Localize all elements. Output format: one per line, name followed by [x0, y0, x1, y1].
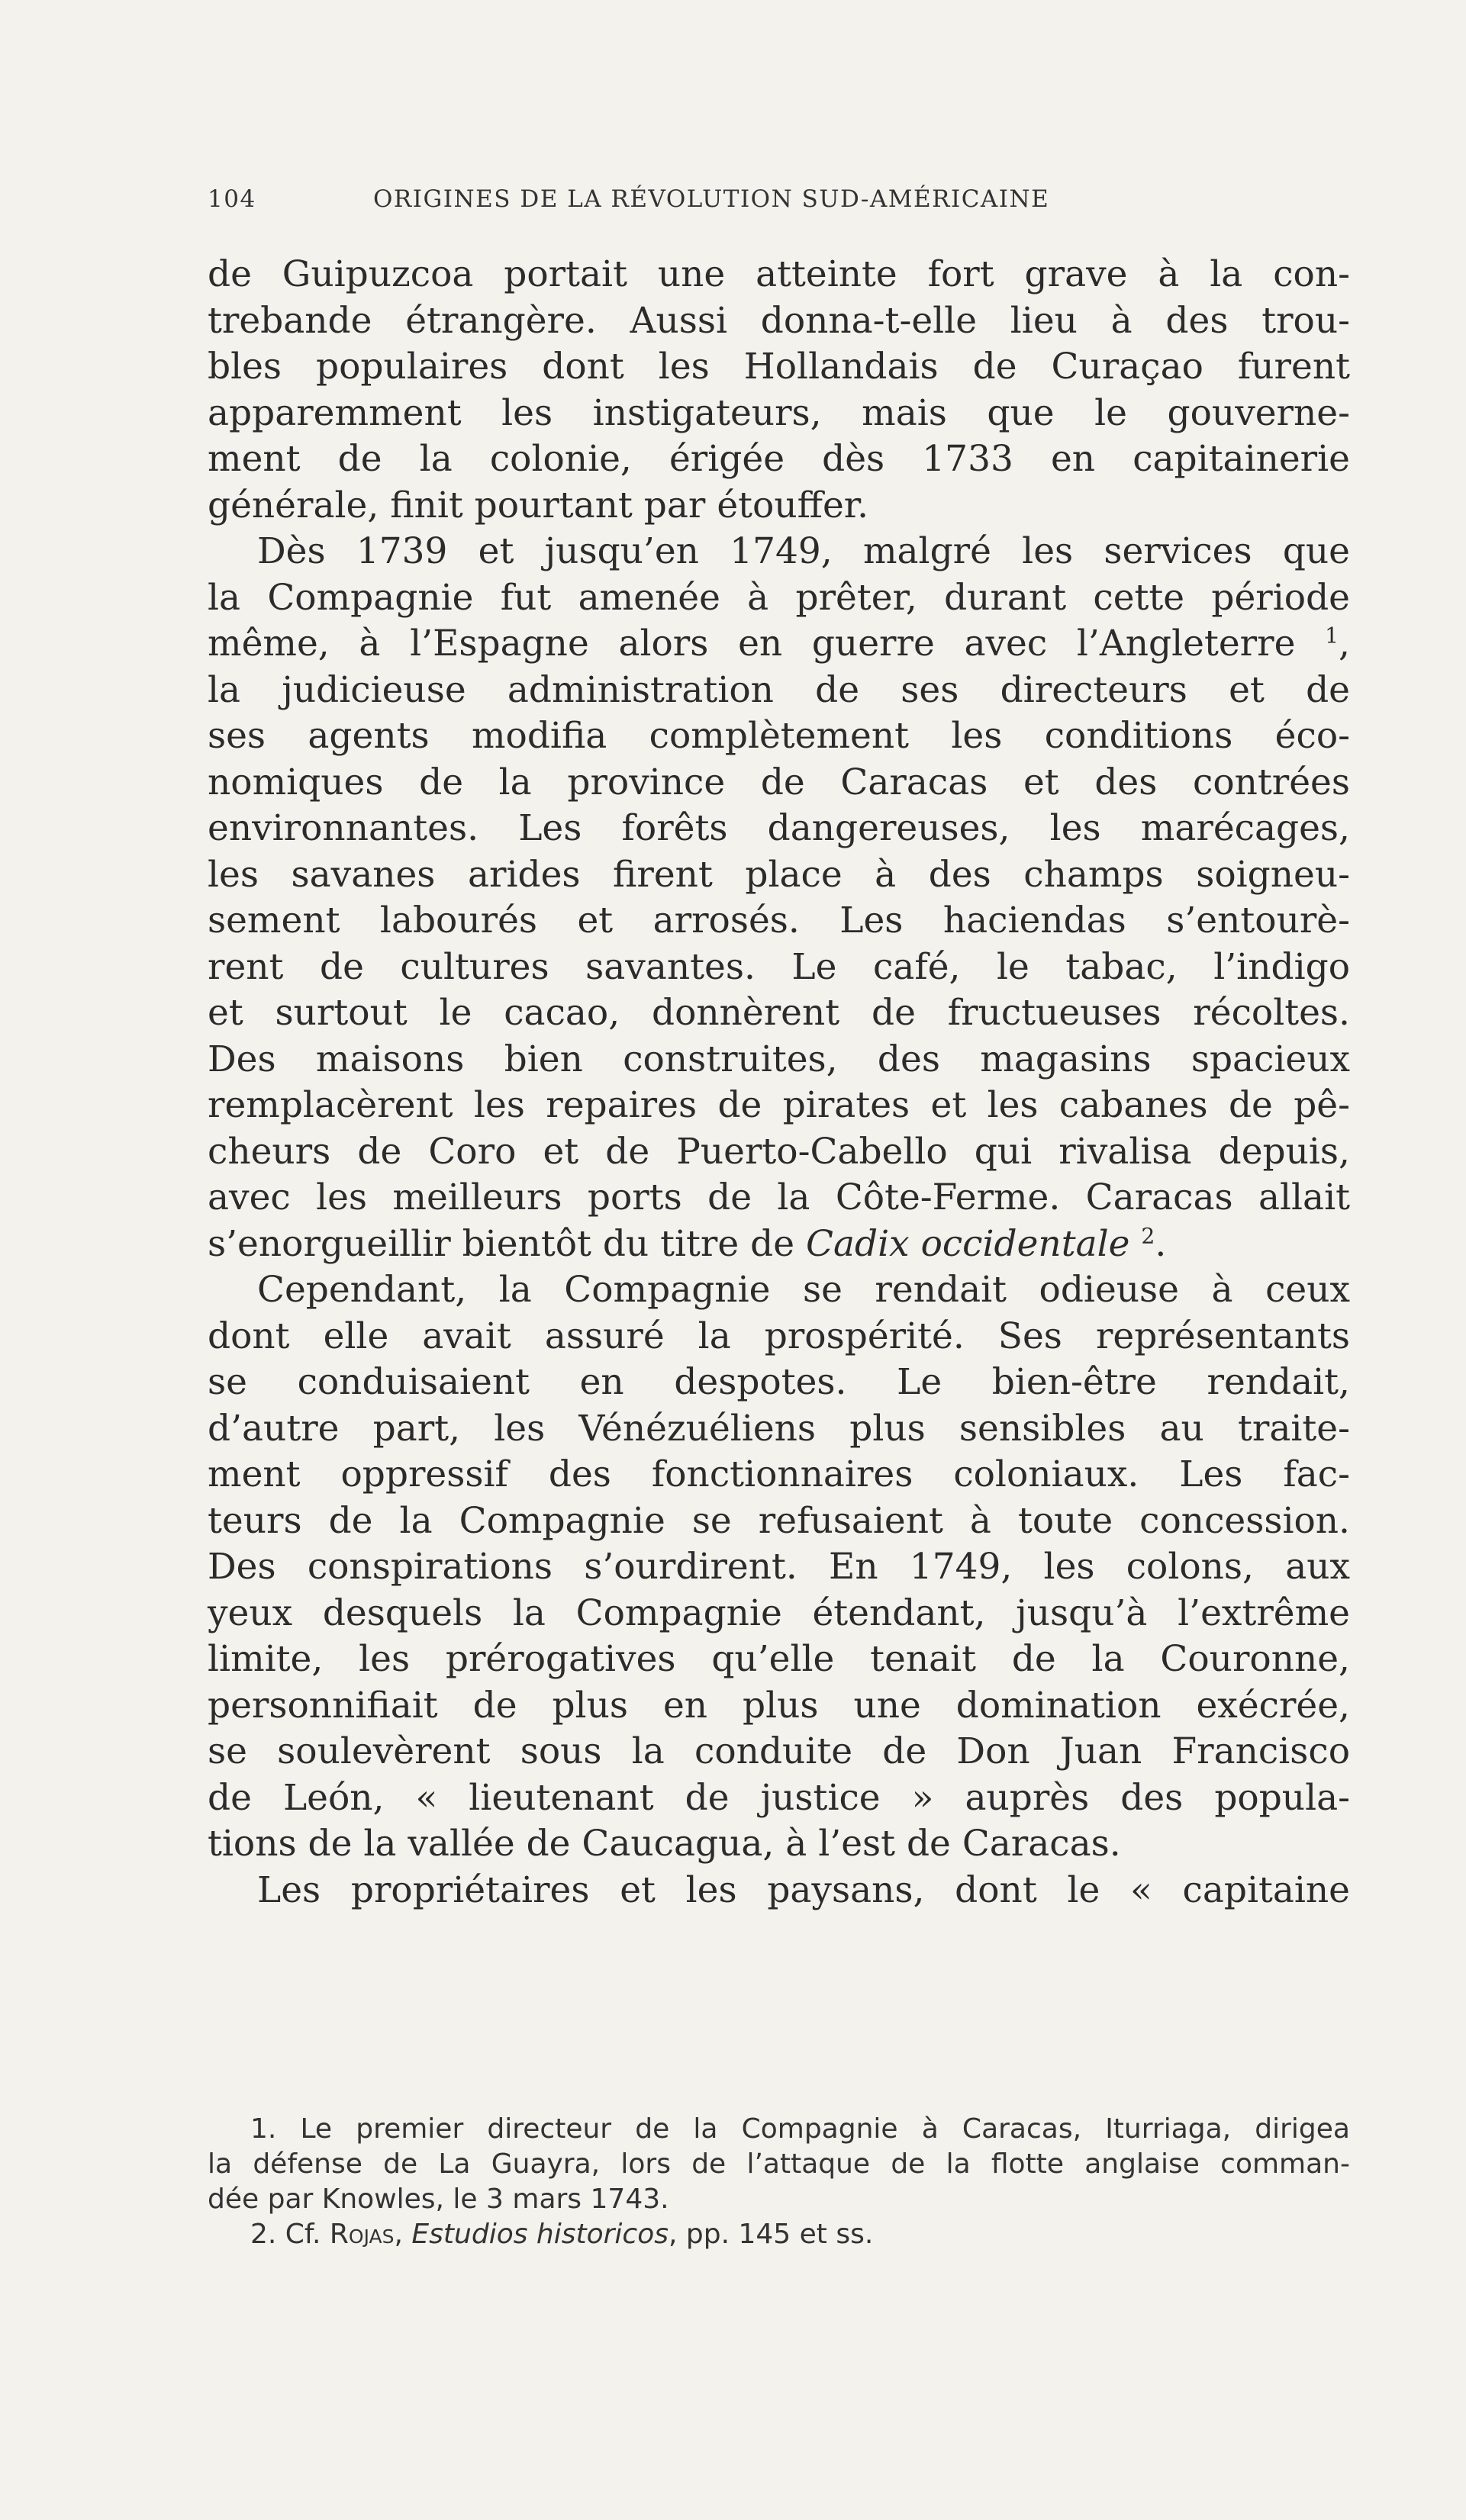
footnote-1-line: dée par Knowles, le 3 mars 1743. [208, 2184, 669, 2215]
footnote-2-number: 2. Cf. [250, 2219, 321, 2250]
footnote-2-tail: , pp. 145 et ss. [669, 2219, 874, 2250]
text-line: Dès 1739 et jusqu’en 1749, malgré les services que [257, 530, 1350, 572]
text-line: se soulevèrent sous la conduite de Don Juan Francisco [208, 1730, 1350, 1772]
text-line: d’autre part, les Vénézuéliens plus sensibles au traite- [208, 1407, 1350, 1450]
running-header [208, 185, 1173, 224]
text-line: sement labourés et arrosés. Les haciendas s’entourè- [208, 900, 1350, 941]
text-line: bles populaires dont les Hollandais de Curaçao furent [208, 346, 1350, 388]
text-segment: . [1155, 1222, 1167, 1265]
text-segment: , [1339, 623, 1350, 665]
text-line: dont elle avait assuré la prospérité. Ses représentants [208, 1315, 1350, 1357]
text-line: générale, finit pourtant par étouffer. [208, 484, 869, 526]
footnote-2-title: Estudios historicos [411, 2219, 669, 2250]
footnote-2-sep: , [394, 2219, 403, 2250]
text-line: Cependant, la Compagnie se rendait odieuse à ceux [257, 1269, 1350, 1311]
footnote-ref-2: 2 [1141, 1222, 1155, 1248]
text-line: teurs de la Compagnie se refusaient à toute concession. [208, 1499, 1350, 1542]
text-line: rent de cultures savantes. Le café, le tabac, l’indigo [208, 945, 1350, 988]
text-line: la judicieuse administration de ses directeurs et de [208, 668, 1350, 711]
text-line: apparemment les instigateurs, mais que le gouverne- [208, 391, 1350, 434]
text-line [208, 621, 1350, 668]
footnote-2 [208, 2217, 1350, 2252]
text-line: environnantes. Les forêts dangereuses, les marécages, [208, 807, 1350, 849]
footnotes [208, 2112, 1350, 2252]
text-line: limite, les prérogatives qu’elle tenait de la Couronne, [208, 1638, 1350, 1680]
footnote-1-line: la défense de La Guayra, lors de l’attaque de la flotte anglaise comman- [208, 2148, 1350, 2180]
text-line: Les propriétaires et les paysans, dont le « capitaine [257, 1868, 1350, 1911]
text-line: personnifiait de plus en plus une domination exécrée, [208, 1684, 1350, 1727]
footnote-ref-1: 1 [1325, 623, 1339, 649]
running-title: ORIGINES DE LA RÉVOLUTION SUD-AMÉRICAINE [373, 185, 1050, 213]
page-number: 104 [208, 185, 256, 213]
text-line: les savanes arides firent place à des champs soigneu- [208, 853, 1350, 896]
text-segment: s’enorgueillir bientôt du titre de [208, 1222, 795, 1265]
text-line: et surtout le cacao, donnèrent de fructueuses récoltes. [208, 992, 1350, 1034]
text-line: de León, « lieutenant de justice » auprès des popula- [208, 1776, 1350, 1819]
text-line: remplacèrent les repaires de pirates et les cabanes de pê- [208, 1084, 1350, 1126]
text-segment: même, à l’Espagne alors en guerre avec l’Angleterre [208, 623, 1296, 665]
text-line: ment oppressif des fonctionnaires coloniaux. Les fac- [208, 1453, 1350, 1495]
text-line: ment de la colonie, érigée dès 1733 en capitainerie [208, 438, 1350, 480]
text-line: se conduisaient en despotes. Le bien-être rendait, [208, 1361, 1350, 1403]
text-line: la Compagnie fut amenée à prêter, durant cette période [208, 576, 1350, 619]
text-line: cheurs de Coro et de Puerto-Cabello qui rivalisa depuis, [208, 1130, 1350, 1173]
text-line: tions de la vallée de Caucagua, à l’est de Caracas. [208, 1823, 1121, 1865]
body-text [208, 252, 1350, 1913]
text-line: nomiques de la province de Caracas et des contrées [208, 761, 1350, 803]
text-line: de Guipuzcoa portait une atteinte fort grave à la con- [208, 253, 1350, 295]
text-line: Des maisons bien construites, des magasins spacieux [208, 1038, 1350, 1080]
italic-phrase: Cadix occidentale [806, 1222, 1130, 1265]
text-line: yeux desquels la Compagnie étendant, jusqu’à l’extrême [208, 1591, 1350, 1634]
text-line: ses agents modifia complètement les conditions éco- [208, 715, 1350, 757]
text-line: avec les meilleurs ports de la Côte-Ferme. Caracas allait [208, 1176, 1350, 1218]
footnote-2-author: Rojas [329, 2219, 395, 2250]
text-line [208, 1221, 1350, 1268]
text-line: trebande étrangère. Aussi donna-t-elle lieu à des trou- [208, 299, 1350, 342]
text-line: Des conspirations s’ourdirent. En 1749, les colons, aux [208, 1546, 1350, 1588]
footnote-1-line: 1. Le premier directeur de la Compagnie à Caracas, Iturriaga, dirigea [250, 2113, 1350, 2145]
